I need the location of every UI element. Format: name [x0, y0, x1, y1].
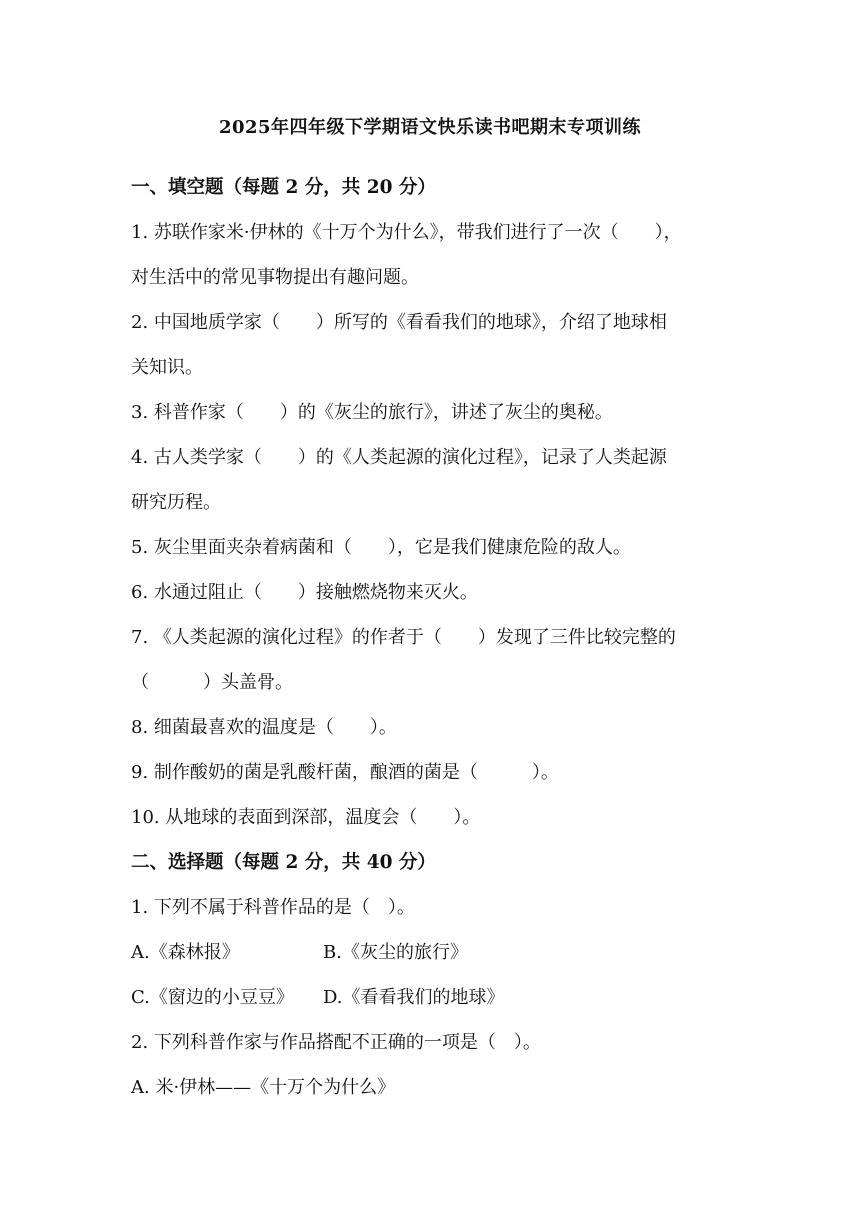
question-line: 9. 制作酸奶的菌是乳酸杆菌，酿酒的菌是（ ）。 [131, 762, 559, 783]
question-line: 研究历程。 [131, 492, 221, 513]
choice-option-d: D.《看看我们的地球》 [323, 987, 505, 1008]
question-line: 8. 细菌最喜欢的温度是（ ）。 [131, 717, 397, 738]
choice-option-a: A. 米·伊林——《十万个为什么》 [131, 1077, 396, 1098]
question-line: 1. 苏联作家米·伊林的《十万个为什么》，带我们进行了一次（ ）， [131, 222, 682, 243]
choice-option-c: C.《窗边的小豆豆》 [131, 987, 294, 1008]
question-line: 关知识。 [131, 357, 203, 378]
question-line: 对生活中的常见事物提出有趣问题。 [131, 267, 419, 288]
choice-options-row [131, 941, 741, 965]
document-title: 2025年四年级下学期语文快乐读书吧期末专项训练 [218, 117, 642, 138]
question-line: 2. 中国地质学家（ ）所写的《看看我们的地球》，介绍了地球相 [131, 312, 667, 333]
choice-option-b: B.《灰尘的旅行》 [323, 942, 468, 963]
choice-question-stem: 1. 下列不属于科普作品的是（ ）。 [131, 897, 415, 918]
section-heading-fill-blank: 一、填空题（每题 2 分，共 20 分） [131, 177, 436, 198]
question-line: 3. 科普作家（ ）的《灰尘的旅行》，讲述了灰尘的奥秘。 [131, 402, 613, 423]
question-line: （ ）头盖骨。 [131, 672, 293, 693]
question-line: 6. 水通过阻止（ ）接触燃烧物来灭火。 [131, 582, 478, 603]
question-line: 7. 《人类起源的演化过程》的作者于（ ）发现了三件比较完整的 [131, 627, 676, 648]
choice-option-a: A.《森林报》 [131, 942, 240, 963]
question-line: 5. 灰尘里面夹杂着病菌和（ ），它是我们健康危险的敌人。 [131, 537, 631, 558]
section-heading-multiple-choice: 二、选择题（每题 2 分，共 40 分） [131, 852, 436, 873]
question-line: 10. 从地球的表面到深部，温度会（ ）。 [131, 807, 481, 828]
choice-question-stem: 2. 下列科普作家与作品搭配不正确的一项是（ ）。 [131, 1032, 541, 1053]
question-line: 4. 古人类学家（ ）的《人类起源的演化过程》，记录了人类起源 [131, 447, 667, 468]
choice-options-row [131, 986, 741, 1010]
